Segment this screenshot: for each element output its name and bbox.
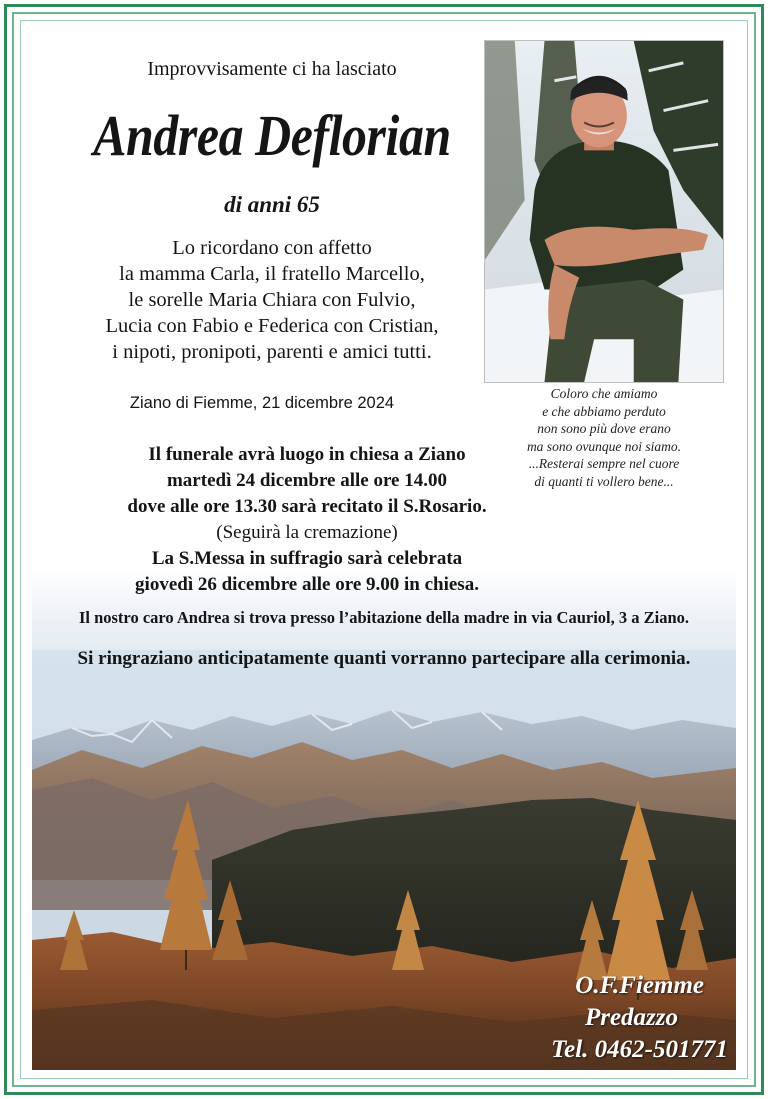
poem-line: e che abbiamo perduto (542, 403, 666, 419)
mourners-line: i nipoti, pronipoti, parenti e amici tutti. (112, 341, 432, 363)
funeral-line: martedì 24 dicembre alle ore 14.00 (166, 470, 447, 491)
agency-name: O.F.Fiemme (575, 972, 704, 999)
poem-verses (504, 385, 704, 490)
funeral-line: giovedì 26 dicembre alle ore 9.00 in chiesa. (135, 574, 479, 595)
notice-canvas (32, 30, 736, 1070)
intro-text: Improvvisamente ci ha lasciato (147, 58, 397, 80)
funeral-details (72, 442, 542, 598)
place-date: Ziano di Fiemme, 21 dicembre 2024 (129, 394, 395, 412)
deceased-age: di anni 65 (224, 192, 320, 217)
funeral-line: (Seguirà la cremazione) (216, 522, 398, 543)
poem-line: ...Resterai sempre nel cuore (528, 456, 680, 471)
poem-line: di quanti ti vollero bene... (534, 473, 674, 489)
thanks-text: Si ringraziano anticipatamente quanti vorranno partecipare alla cerimonia. (77, 648, 691, 669)
agency-city: Predazzo (584, 1004, 678, 1031)
poem-line: ma sono ovunque noi siamo. (526, 438, 682, 454)
mourners-line: le sorelle Maria Chiara con Fulvio, (128, 289, 416, 311)
location-note: Il nostro caro Andrea si trova presso l’abitazione della madre in via Cauriol, 3 a Ziano. (78, 608, 690, 627)
deceased-name: Andrea Deflorian (93, 103, 451, 168)
mourners-line: Lucia con Fabio e Federica con Cristian, (105, 315, 439, 337)
mourners-list (52, 235, 492, 365)
mourners-line: la mamma Carla, il fratello Marcello, (119, 263, 425, 285)
agency-phone: Tel. 0462-501771 (551, 1036, 728, 1063)
funeral-line: dove alle ore 13.30 sarà recitato il S.Rosario. (127, 496, 487, 517)
funeral-agency (472, 970, 734, 1066)
funeral-line: Il funerale avrà luogo in chiesa a Ziano (148, 444, 466, 465)
poem-line: non sono più dove erano (537, 421, 671, 436)
portrait-photo (484, 40, 724, 383)
mourners-line: Lo ricordano con affetto (172, 237, 372, 259)
funeral-line: La S.Messa in suffragio sarà celebrata (151, 548, 463, 569)
poem-line: Coloro che amiamo (550, 386, 658, 401)
